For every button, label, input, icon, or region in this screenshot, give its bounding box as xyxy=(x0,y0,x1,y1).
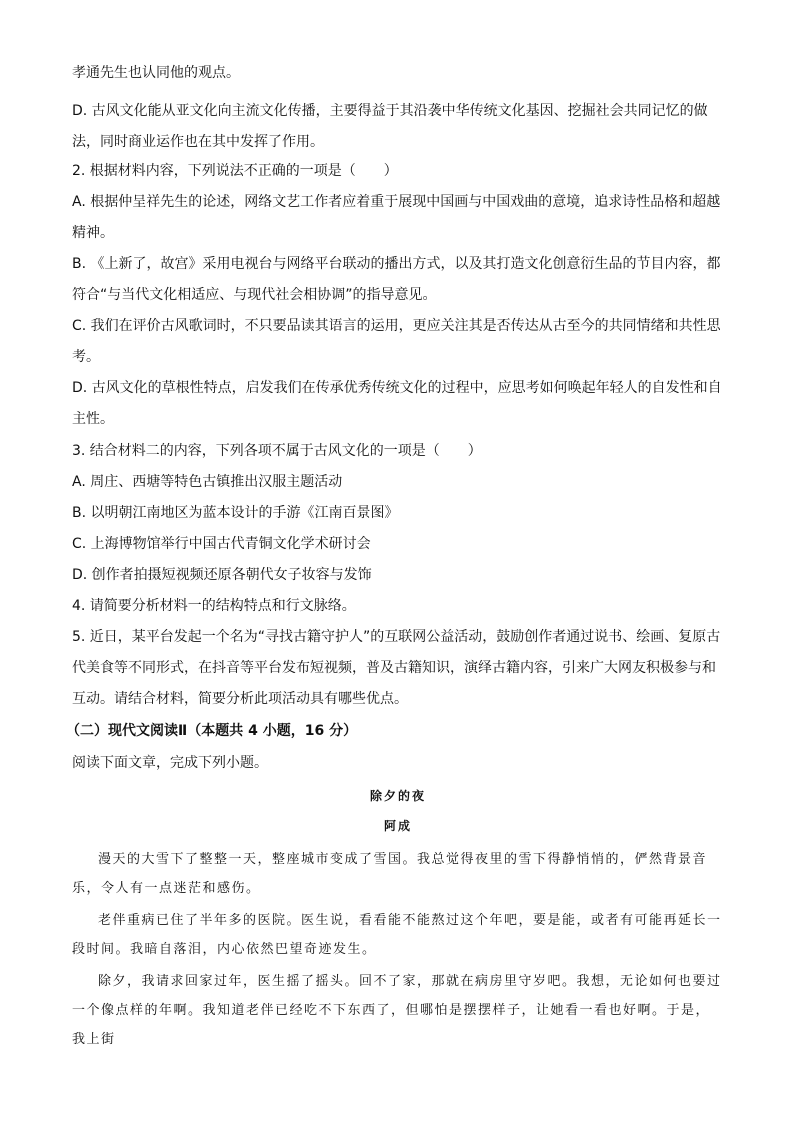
question3-stem: 3. 结合材料二的内容，下列各项不属于古风文化的一项是（ ） xyxy=(72,443,482,459)
reading-instruction: 阅读下面文章，完成下列小题。 xyxy=(72,755,268,771)
section-title: （二）现代文阅读Ⅱ（本题共 4 小题，16 分） xyxy=(66,723,358,739)
story-paragraph-1: 漫天的大雪下了整整一天，整座城市变成了雪国。我总觉得夜里的雪下得静悄悄的，俨然背景音乐，令人有一点迷茫和感伤。 xyxy=(72,852,708,896)
story-title: 除夕的夜 xyxy=(369,789,426,803)
question5-stem: 5. 近日，某平台发起一个名为“寻找古籍守护人”的互联网公益活动，鼓励创作者通过说书、绘画、复原古代美食等不同形式，在抖音等平台发布短视频，普及古籍知识，演绎古籍内容，引来广大网友积极参与和互动。请结合材料，简要分析此项活动具有哪些优点。 xyxy=(72,629,721,707)
question4-stem: 4. 请简要分析材料一的结构特点和行文脉络。 xyxy=(72,598,356,614)
question3-option-a: A. 周庄、西塘等特色古镇推出汉服主题活动 xyxy=(72,474,343,490)
question2-option-a: A. 根据仲呈祥先生的论述，网络文艺工作者应着重于展现中国画与中国戏曲的意境，追求诗性品格和超越精神。 xyxy=(72,194,721,241)
question2-stem: 2. 根据材料内容，下列说法不正确的一项是（ ） xyxy=(72,163,398,179)
question3-option-d: D. 创作者拍摄短视频还原各朝代女子妆容与发饰 xyxy=(72,567,372,583)
story-paragraph-2: 老伴重病已住了半年多的医院。医生说，看看能不能熬过这个年吧，要是能，或者有可能再延长一段时间。我暗自落泪，内心依然巴望奇迹发生。 xyxy=(72,913,722,957)
story-author: 阿成 xyxy=(383,819,412,833)
question1-option-d: D. 古风文化能从亚文化向主流文化传播，主要得益于其沿袭中华传统文化基因、挖掘社会共同记忆的做法，同时商业运作也在其中发挥了作用。 xyxy=(72,103,708,150)
question3-option-b: B. 以明朝江南地区为蓝本设计的手游《江南百景图》 xyxy=(72,505,399,521)
question3-option-c: C. 上海博物馆举行中国古代青铜文化学术研讨会 xyxy=(72,536,371,552)
paragraph-continuation: 孝通先生也认同他的观点。 xyxy=(72,65,240,81)
story-paragraph-3: 除夕，我请求回家过年，医生摇了摇头。回不了家，那就在病房里守岁吧。我想，无论如何也要过一个像点样的年啊。我知道老伴已经吃不下东西了，但哪怕是摆摆样子，让她看一看也好啊。于是，我上街 xyxy=(72,974,722,1047)
question2-option-b: B. 《上新了，故宫》采用电视台与网络平台联动的播出方式，以及其打造文化创意衍生品的节目内容，都符合“与当代文化相适应、与现代社会相协调”的指导意见。 xyxy=(72,256,721,303)
question2-option-c: C. 我们在评价古风歌词时，不只要品读其语言的运用，更应关注其是否传达从古至今的共同情绪和共性思考。 xyxy=(72,318,721,365)
question2-option-d: D. 古风文化的草根性特点，启发我们在传承优秀传统文化的过程中，应思考如何唤起年轻人的自发性和自主性。 xyxy=(72,380,722,427)
